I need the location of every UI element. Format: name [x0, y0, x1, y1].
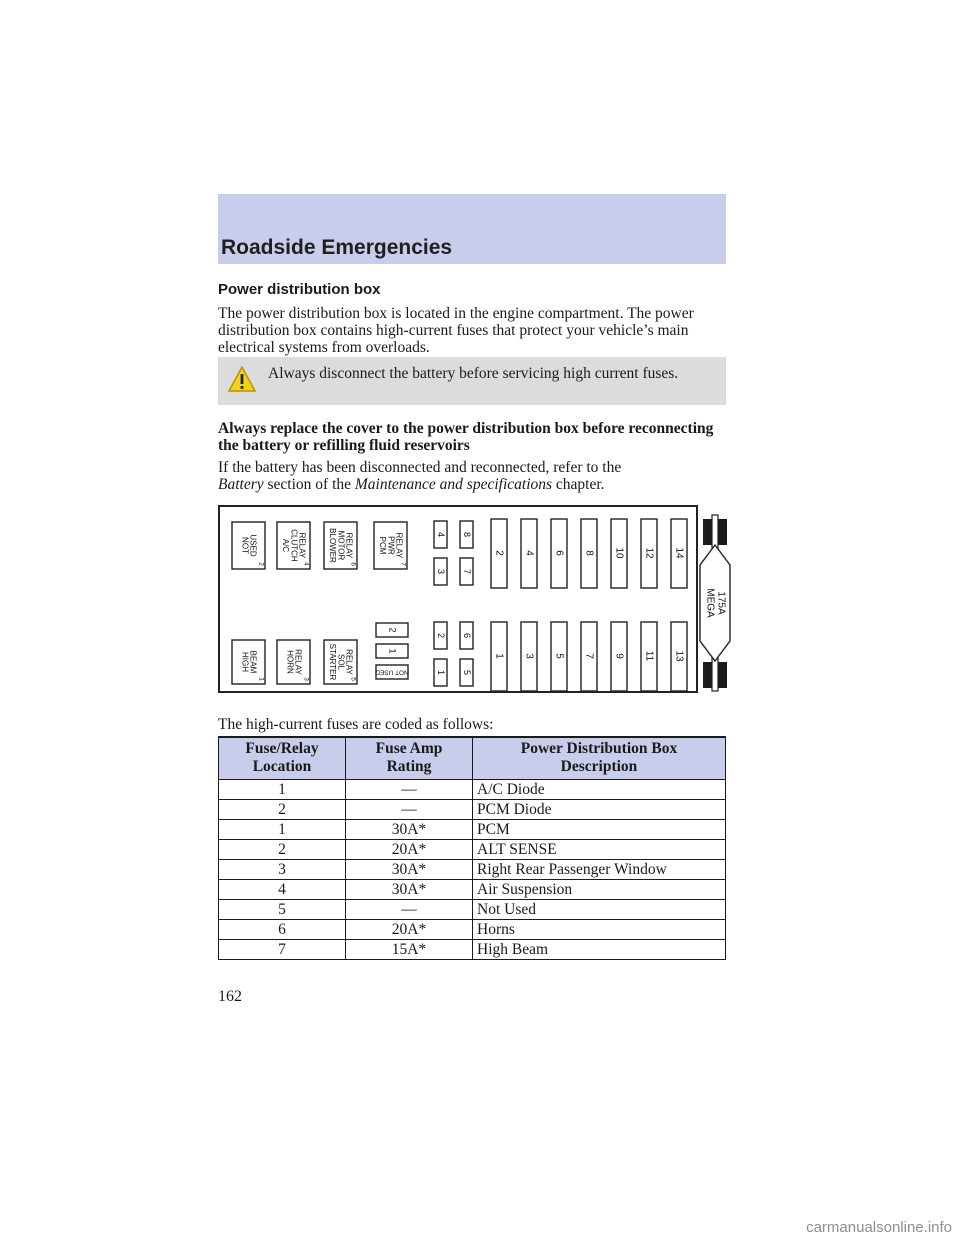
fuse-table [218, 736, 726, 960]
header-text: Power Distribution Box [520, 740, 678, 757]
header-text: Description [560, 758, 638, 775]
header-rating [346, 737, 473, 780]
relay-number: 4 [302, 562, 310, 566]
header-text: Rating [386, 758, 432, 775]
cell-description: A/C Diode [473, 780, 726, 800]
relay-label: CLUTCH [289, 529, 299, 562]
relay-label: PWR [386, 536, 396, 555]
table-row [219, 860, 726, 880]
maxi-fuse-label: 5 [553, 653, 565, 659]
cell-location: 1 [219, 780, 346, 800]
relay-label: RELAY [293, 649, 303, 675]
maxi-fuse-label: 4 [523, 550, 535, 556]
maxi-fuse-label: 14 [673, 547, 685, 559]
relay-number: 2 [257, 562, 265, 566]
relay-label: HIGH [240, 652, 250, 672]
cell-rating: — [346, 900, 473, 920]
relay-label: USED [248, 534, 258, 557]
mega-label: 175A [715, 591, 727, 615]
cell-location: 1 [219, 820, 346, 840]
cell-rating: 20A* [346, 920, 473, 940]
cell-description: Not Used [473, 900, 726, 920]
cell-description: High Beam [473, 940, 726, 960]
cell-rating: 30A* [346, 820, 473, 840]
relay-label: SOL [336, 653, 346, 671]
relay-label: BLOWER [328, 528, 338, 563]
cell-description: Air Suspension [473, 880, 726, 900]
diode-label: 1 [387, 648, 398, 654]
cell-description: Right Rear Passenger Window [473, 860, 726, 880]
cell-location: 7 [219, 940, 346, 960]
cell-location: 6 [219, 920, 346, 940]
relay-label: HORN [285, 650, 295, 674]
watermark: carmanualsonline.info [806, 1219, 952, 1236]
relay-label: RELAY [394, 532, 404, 559]
warning-box [218, 357, 726, 405]
battery-note-text: chapter. [555, 476, 605, 493]
heading: Power distribution box [218, 281, 381, 298]
fuse-box-svg [220, 507, 750, 695]
cell-location: 4 [219, 880, 346, 900]
maintenance-link: Maintenance and specifications [354, 476, 553, 493]
maxi-fuse-label: 11 [643, 650, 655, 662]
cell-description: PCM [473, 820, 726, 840]
header-text: Fuse/Relay [245, 740, 319, 757]
maxi-fuse-label: 12 [643, 547, 655, 559]
maxi-fuse-label: 9 [613, 653, 625, 659]
cell-rating: 30A* [346, 860, 473, 880]
relay-label: A/C [281, 538, 291, 553]
relay-label: NOT [240, 537, 250, 554]
mini-fuse-label: 4 [436, 531, 447, 538]
not-used-label: NOT USED [375, 668, 409, 676]
page-number: 162 [218, 988, 242, 1005]
relay-label: RELAY [344, 649, 354, 675]
relay-label: RELAY [344, 532, 354, 559]
relay-label: BEAM [248, 650, 258, 674]
battery-link: Battery [218, 476, 264, 493]
mini-fuse-label: 3 [436, 568, 447, 575]
mini-fuse-label: 6 [462, 632, 473, 639]
header-text: Fuse Amp [375, 740, 443, 757]
bold-note: Always replace the cover to the power distribution box before reconnecting the battery or refilling fluid reservoirs [218, 420, 714, 454]
relay-number: 1 [257, 677, 265, 681]
cell-description: ALT SENSE [473, 840, 726, 860]
fuse-box-diagram [218, 505, 727, 693]
relay-number: 7 [399, 562, 407, 566]
cell-location: 5 [219, 900, 346, 920]
relay-number: 3 [302, 677, 310, 681]
mini-fuse-label: 2 [436, 632, 447, 639]
warning-text: Always disconnect the battery before servicing high current fuses. [268, 365, 679, 382]
mini-fuse-label: 7 [462, 568, 473, 575]
mini-fuse-label: 8 [462, 531, 473, 538]
header-description [473, 737, 726, 780]
table-row [219, 820, 726, 840]
relay-number: 5 [349, 677, 357, 681]
cell-rating: — [346, 800, 473, 820]
relay-label: MOTOR [336, 530, 346, 561]
maxi-fuse-label: 1 [493, 653, 505, 659]
intro-paragraph: The power distribution box is located in the engine compartment. The power distribution box contains high-current fuses that protect your vehicle’s main electrical systems from overloads. [218, 305, 694, 356]
cell-location: 3 [219, 860, 346, 880]
section-title: Roadside Emergencies [221, 236, 453, 259]
table-row [219, 880, 726, 900]
diode-label: 2 [387, 627, 398, 633]
cell-description: PCM Diode [473, 800, 726, 820]
maxi-fuse-label: 10 [613, 547, 625, 559]
maxi-fuse-label: 8 [583, 550, 595, 556]
table-row [219, 840, 726, 860]
relay-label: STARTER [328, 643, 338, 681]
mega-label: MEGA [704, 588, 716, 618]
maxi-fuse-label: 7 [583, 653, 595, 659]
header-location [219, 737, 346, 780]
table-intro: The high-current fuses are coded as follows: [218, 716, 494, 733]
cell-rating: — [346, 780, 473, 800]
table-row [219, 920, 726, 940]
mini-fuse-label: 1 [436, 669, 447, 676]
mini-fuse-label: 5 [462, 669, 473, 676]
cell-rating: 30A* [346, 880, 473, 900]
maxi-fuse-label: 3 [523, 653, 535, 659]
table-row [219, 780, 726, 800]
section-header [218, 194, 726, 264]
relay-number: 6 [349, 562, 357, 566]
warning-triangle-icon [228, 366, 256, 392]
battery-note [218, 459, 728, 493]
cell-location: 2 [219, 840, 346, 860]
table-row [219, 900, 726, 920]
relay-label: PCM [378, 536, 388, 555]
table-row [219, 940, 726, 960]
relay-label: RELAY [297, 532, 307, 559]
table-header-row [219, 737, 726, 780]
battery-note-text: section of the [267, 476, 352, 493]
cell-location: 2 [219, 800, 346, 820]
cell-rating: 15A* [346, 940, 473, 960]
header-text: Location [252, 758, 312, 775]
maxi-fuse-label: 2 [493, 550, 505, 556]
maxi-fuse-label: 13 [673, 650, 685, 662]
cell-description: Horns [473, 920, 726, 940]
battery-note-text: If the battery has been disconnected and reconnected, refer to the [218, 459, 622, 476]
maxi-fuse-label: 6 [553, 550, 565, 556]
cell-rating: 20A* [346, 840, 473, 860]
table-row [219, 800, 726, 820]
